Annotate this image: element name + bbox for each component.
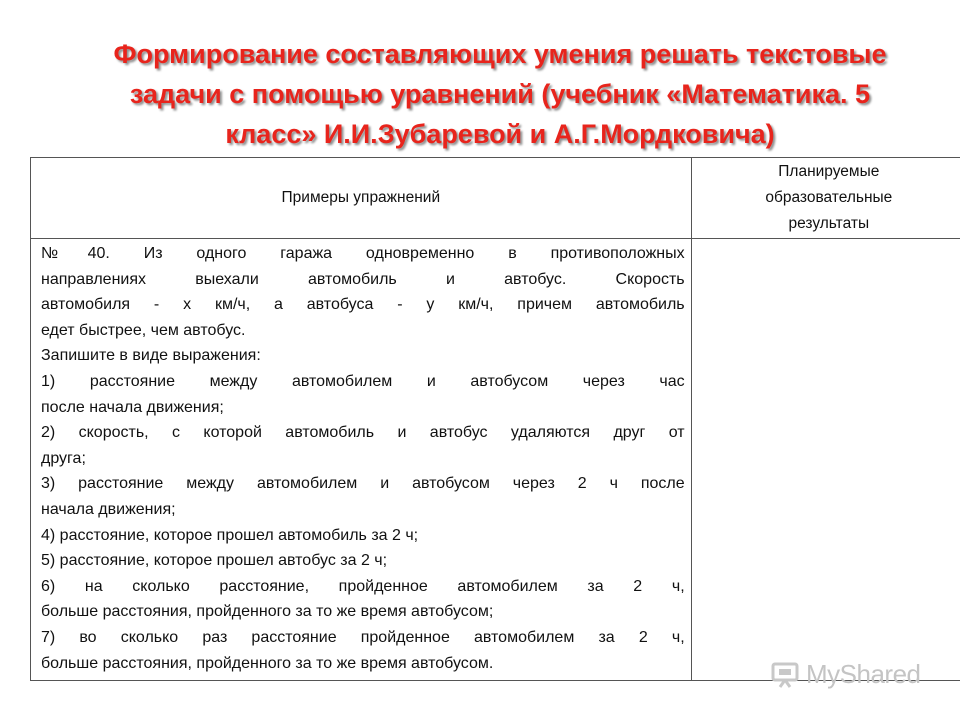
exercise-line: больше расстояния, пройденного за то же время автобусом. <box>41 654 494 672</box>
presentation-icon <box>770 660 800 688</box>
exercise-line: направлениях выехали автомобиль и автобус. Скорость <box>41 270 685 288</box>
exercise-line: автомобиля - x км/ч, а автобуса - y км/ч, причем автомобиль <box>41 296 685 314</box>
title-line-1: Формирование составляющих умения решать текстовые <box>113 39 887 69</box>
exercise-line: едет быстрее, чем автобус. <box>41 321 246 339</box>
header-row <box>31 158 960 239</box>
exercise-line: 5) расстояние, которое прошел автобус за 2 ч; <box>41 552 388 570</box>
exercise-line: 7) во сколько раз расстояние пройденное автомобилем за 2 ч, <box>41 628 685 646</box>
exercise-line: Запишите в виде выражения: <box>41 347 261 365</box>
exercise-line: друга; <box>41 449 86 467</box>
exercise-line: 6) на сколько расстояние, пройденное автомобилем за 2 ч, <box>41 577 685 595</box>
header-examples: Примеры упражнений <box>31 158 692 239</box>
exercise-line: 3) расстояние между автомобилем и автобусом через 2 ч после <box>41 475 685 493</box>
watermark <box>770 657 930 691</box>
title-line-3: класс» И.И.Зубаревой и А.Г.Мордковича) <box>225 119 775 149</box>
title-line-2: задачи с помощью уравнений (учебник «Математика. 5 <box>129 79 871 109</box>
slide-title <box>60 34 940 154</box>
exercise-line: 1) расстояние между автомобилем и автобусом через час <box>41 372 685 390</box>
header-results-line-3: результаты <box>788 215 870 232</box>
exercise-text <box>31 239 692 681</box>
header-results-line-2: образовательные <box>765 189 893 206</box>
exercise-line: начала движения; <box>41 500 176 518</box>
exercise-line: 2) скорость, с которой автомобиль и автобус удаляются друг от <box>41 424 685 442</box>
header-results <box>691 158 960 239</box>
results-cell <box>691 239 960 681</box>
exercise-line: №40. Из одного гаража одновременно в противоположных <box>41 245 685 262</box>
header-results-line-1: Планируемые <box>778 163 880 180</box>
exercise-line: больше расстояния, пройденного за то же время автобусом; <box>41 603 494 621</box>
watermark-text: MyShared <box>806 658 921 689</box>
exercise-row <box>31 239 960 681</box>
exercise-line: после начала движения; <box>41 398 224 416</box>
exercise-table <box>30 157 960 681</box>
exercise-line: 4) расстояние, которое прошел автомобиль за 2 ч; <box>41 526 419 544</box>
